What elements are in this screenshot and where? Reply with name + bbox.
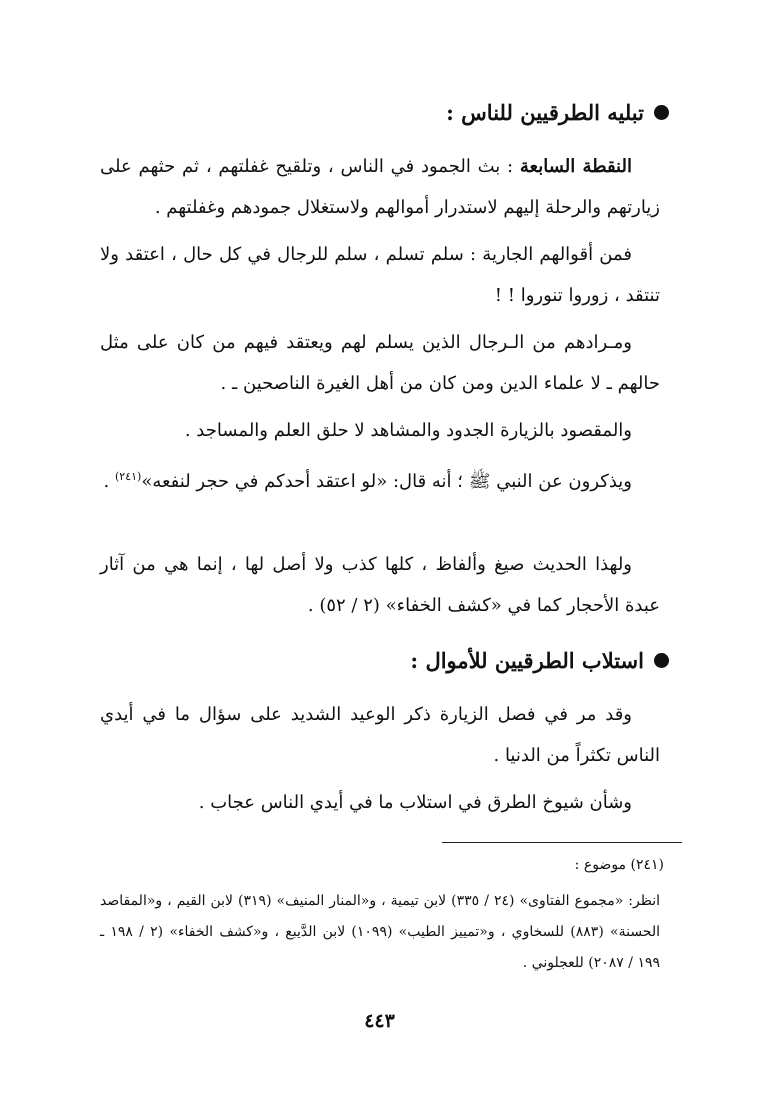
paragraph-sheikhs: وشأن شيوخ الطرق في استلاب ما في أيدي الناس عجاب .	[198, 792, 632, 813]
bullet-icon	[654, 105, 669, 120]
page-number: ٤٤٣	[364, 1010, 395, 1032]
footnote-text: انظر: «مجموع الفتاوى» (٢٤ / ٣٣٥) لابن تيمية ، و«المنار المنيف» (٣١٩) لابن القيم ، و«المقاصد الحسنة» (٨٨٣) للسخاوي ، و«تمييز الطيب» (١٠٩٩) لابن الدَّيبع ، و«كشف الخفاء» (٢ / ١٩٨ ـ ١٩٩ / ٢٠٨٧) للعجلوني .	[100, 893, 661, 971]
paragraph-intent: والمقصود بالزيارة الجدود والمشاهد لا حلق العلم والمساجد .	[184, 420, 632, 441]
section-heading-2	[69, 648, 669, 673]
paragraph-text: : بث الجمود في الناس ، وتلقيح غفلتهم ، ثم حثهم على زيارتهم والرحلة إليهم لاستدرار أموالهم ولاستغلال جمودهم وغفلتهم .	[100, 156, 660, 218]
footnote-number: (٢٤١) موضوع :	[574, 857, 664, 873]
bullet-icon	[654, 653, 669, 668]
paragraph-hadith: ويذكرون عن النبي ﷺ ؛ أنه قال: «لو اعتقد أحدكم في حجر لنفعه»$^{(٢٤١)}$ .	[103, 470, 632, 492]
paragraph-sayings: فمن أقوالهم الجارية : سلم تسلم ، سلم للرجال في كل حال ، اعتقد ولا تنتقد ، زوروا تنوروا ! !	[100, 244, 660, 306]
heading-text: تبليه الطرقيين للناس :	[446, 100, 644, 125]
paragraph-seventh-point	[100, 146, 660, 228]
bold-term: النقطة السابعة	[519, 156, 632, 177]
paragraph-meaning: ومـرادهم من الـرجال الذين يسلم لهم ويعتقد فيهم من كان على مثل حالهم ـ لا علماء الدين ومن كان من أهل الغيرة الناصحين ـ .	[100, 332, 660, 394]
heading-text: استلاب الطرقيين للأموال :	[410, 648, 644, 673]
paragraph-visitation: وقد مر في فصل الزيارة ذكر الوعيد الشديد على سؤال ما في أيدي الناس تكثراً من الدنيا .	[100, 704, 660, 766]
footnote-reference: (٢٤١)	[114, 470, 142, 483]
section-heading-1	[69, 100, 669, 125]
paragraph-hadith-verdict: ولهذا الحديث صيغ وألفاظ ، كلها كذب ولا أصل لها ، إنما هي من آثار عبدة الأحجار كما في «كشف الخفاء» (٢ / ٥٢) .	[100, 554, 660, 616]
footnote-divider	[442, 842, 682, 843]
paragraph-text: ويذكرون عن النبي ﷺ ؛ أنه قال: «لو اعتقد أحدكم في حجر لنفعه»	[141, 471, 632, 492]
